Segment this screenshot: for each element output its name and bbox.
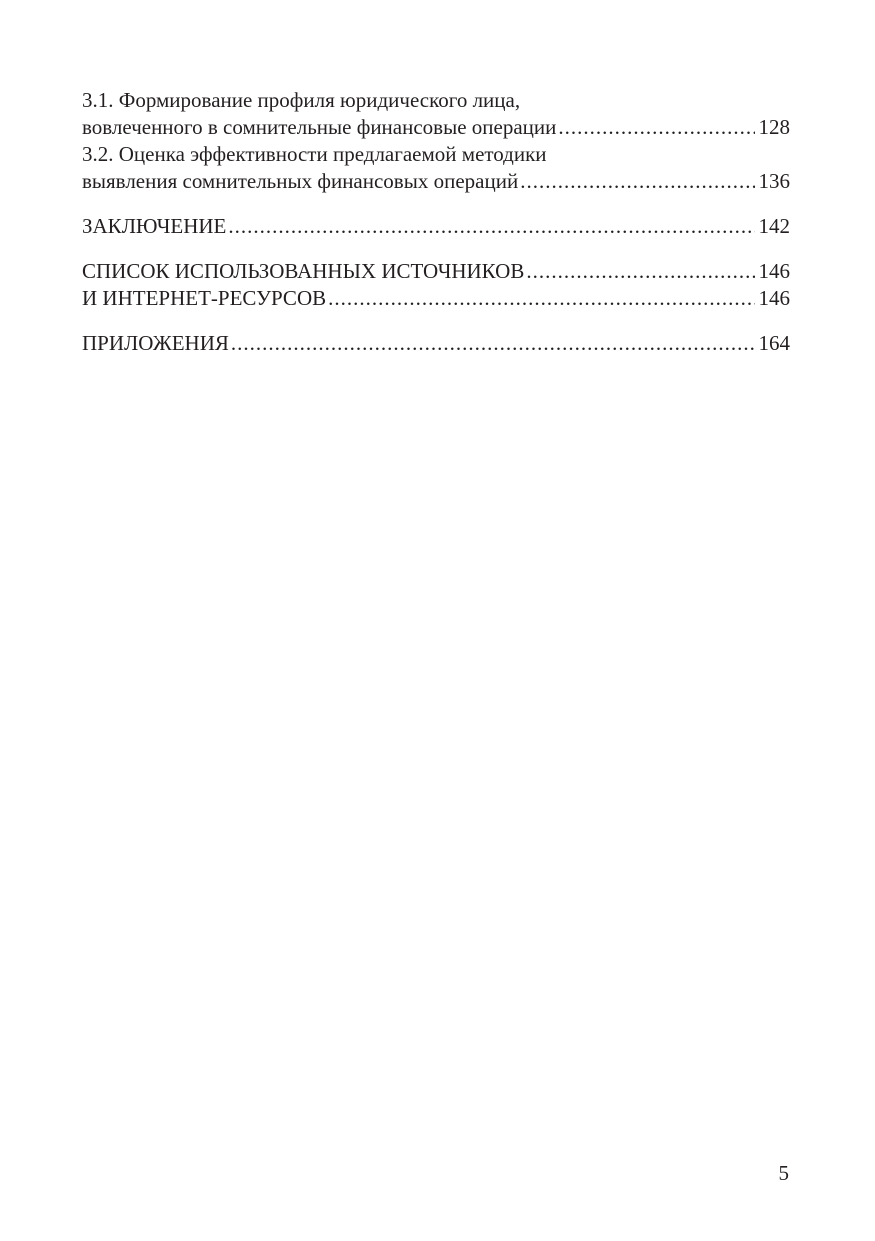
toc-entry-title: 3.2. Оценка эффективности предлагаемой методики	[82, 142, 547, 166]
toc-entry-leader-line	[82, 213, 790, 240]
toc-page-number: 142	[758, 214, 790, 238]
toc-entry-appendices	[82, 330, 790, 357]
toc-entry-title: ПРИЛОЖЕНИЯ	[82, 331, 229, 355]
toc-entry-references	[82, 258, 790, 312]
dot-leader	[231, 330, 755, 356]
toc-entry-leader-line	[82, 258, 790, 285]
dot-leader	[520, 168, 754, 194]
toc-entry-title-line	[82, 141, 790, 168]
toc-entry-conclusion	[82, 213, 790, 240]
dot-leader	[228, 213, 754, 239]
toc-entry-title: ЗАКЛЮЧЕНИЕ	[82, 214, 227, 238]
toc-entry-3-1	[82, 87, 790, 141]
toc-entry-leader-line	[82, 285, 790, 312]
toc-entry-title-continued: выявления сомнительных финансовых операций	[82, 169, 519, 193]
dot-leader	[328, 285, 754, 311]
toc-page-number: 164	[758, 331, 790, 355]
toc-entry-leader-line	[82, 168, 790, 195]
toc-page-number: 128	[758, 115, 790, 139]
toc-entry-leader-line	[82, 114, 790, 141]
page-number: 5	[778, 1161, 789, 1185]
toc-page-number: 136	[758, 169, 790, 193]
toc-entry-3-2	[82, 141, 790, 195]
toc-entry-title-continued: И ИНТЕРНЕТ-РЕСУРСОВ	[82, 286, 327, 310]
toc-entry-title: СПИСОК ИСПОЛЬЗОВАННЫХ ИСТОЧНИКОВ	[82, 259, 525, 283]
toc-page-number: 146	[758, 259, 790, 283]
toc-entry-title-line	[82, 87, 790, 114]
dot-leader	[558, 114, 754, 140]
toc-entry-title: 3.1. Формирование профиля юридического лица,	[82, 88, 521, 112]
toc-page-number: 146	[758, 286, 790, 310]
toc-entry-leader-line	[82, 330, 790, 357]
table-of-contents	[82, 87, 790, 357]
toc-entry-title-continued: вовлеченного в сомнительные финансовые операции	[82, 115, 557, 139]
dot-leader	[526, 258, 754, 284]
